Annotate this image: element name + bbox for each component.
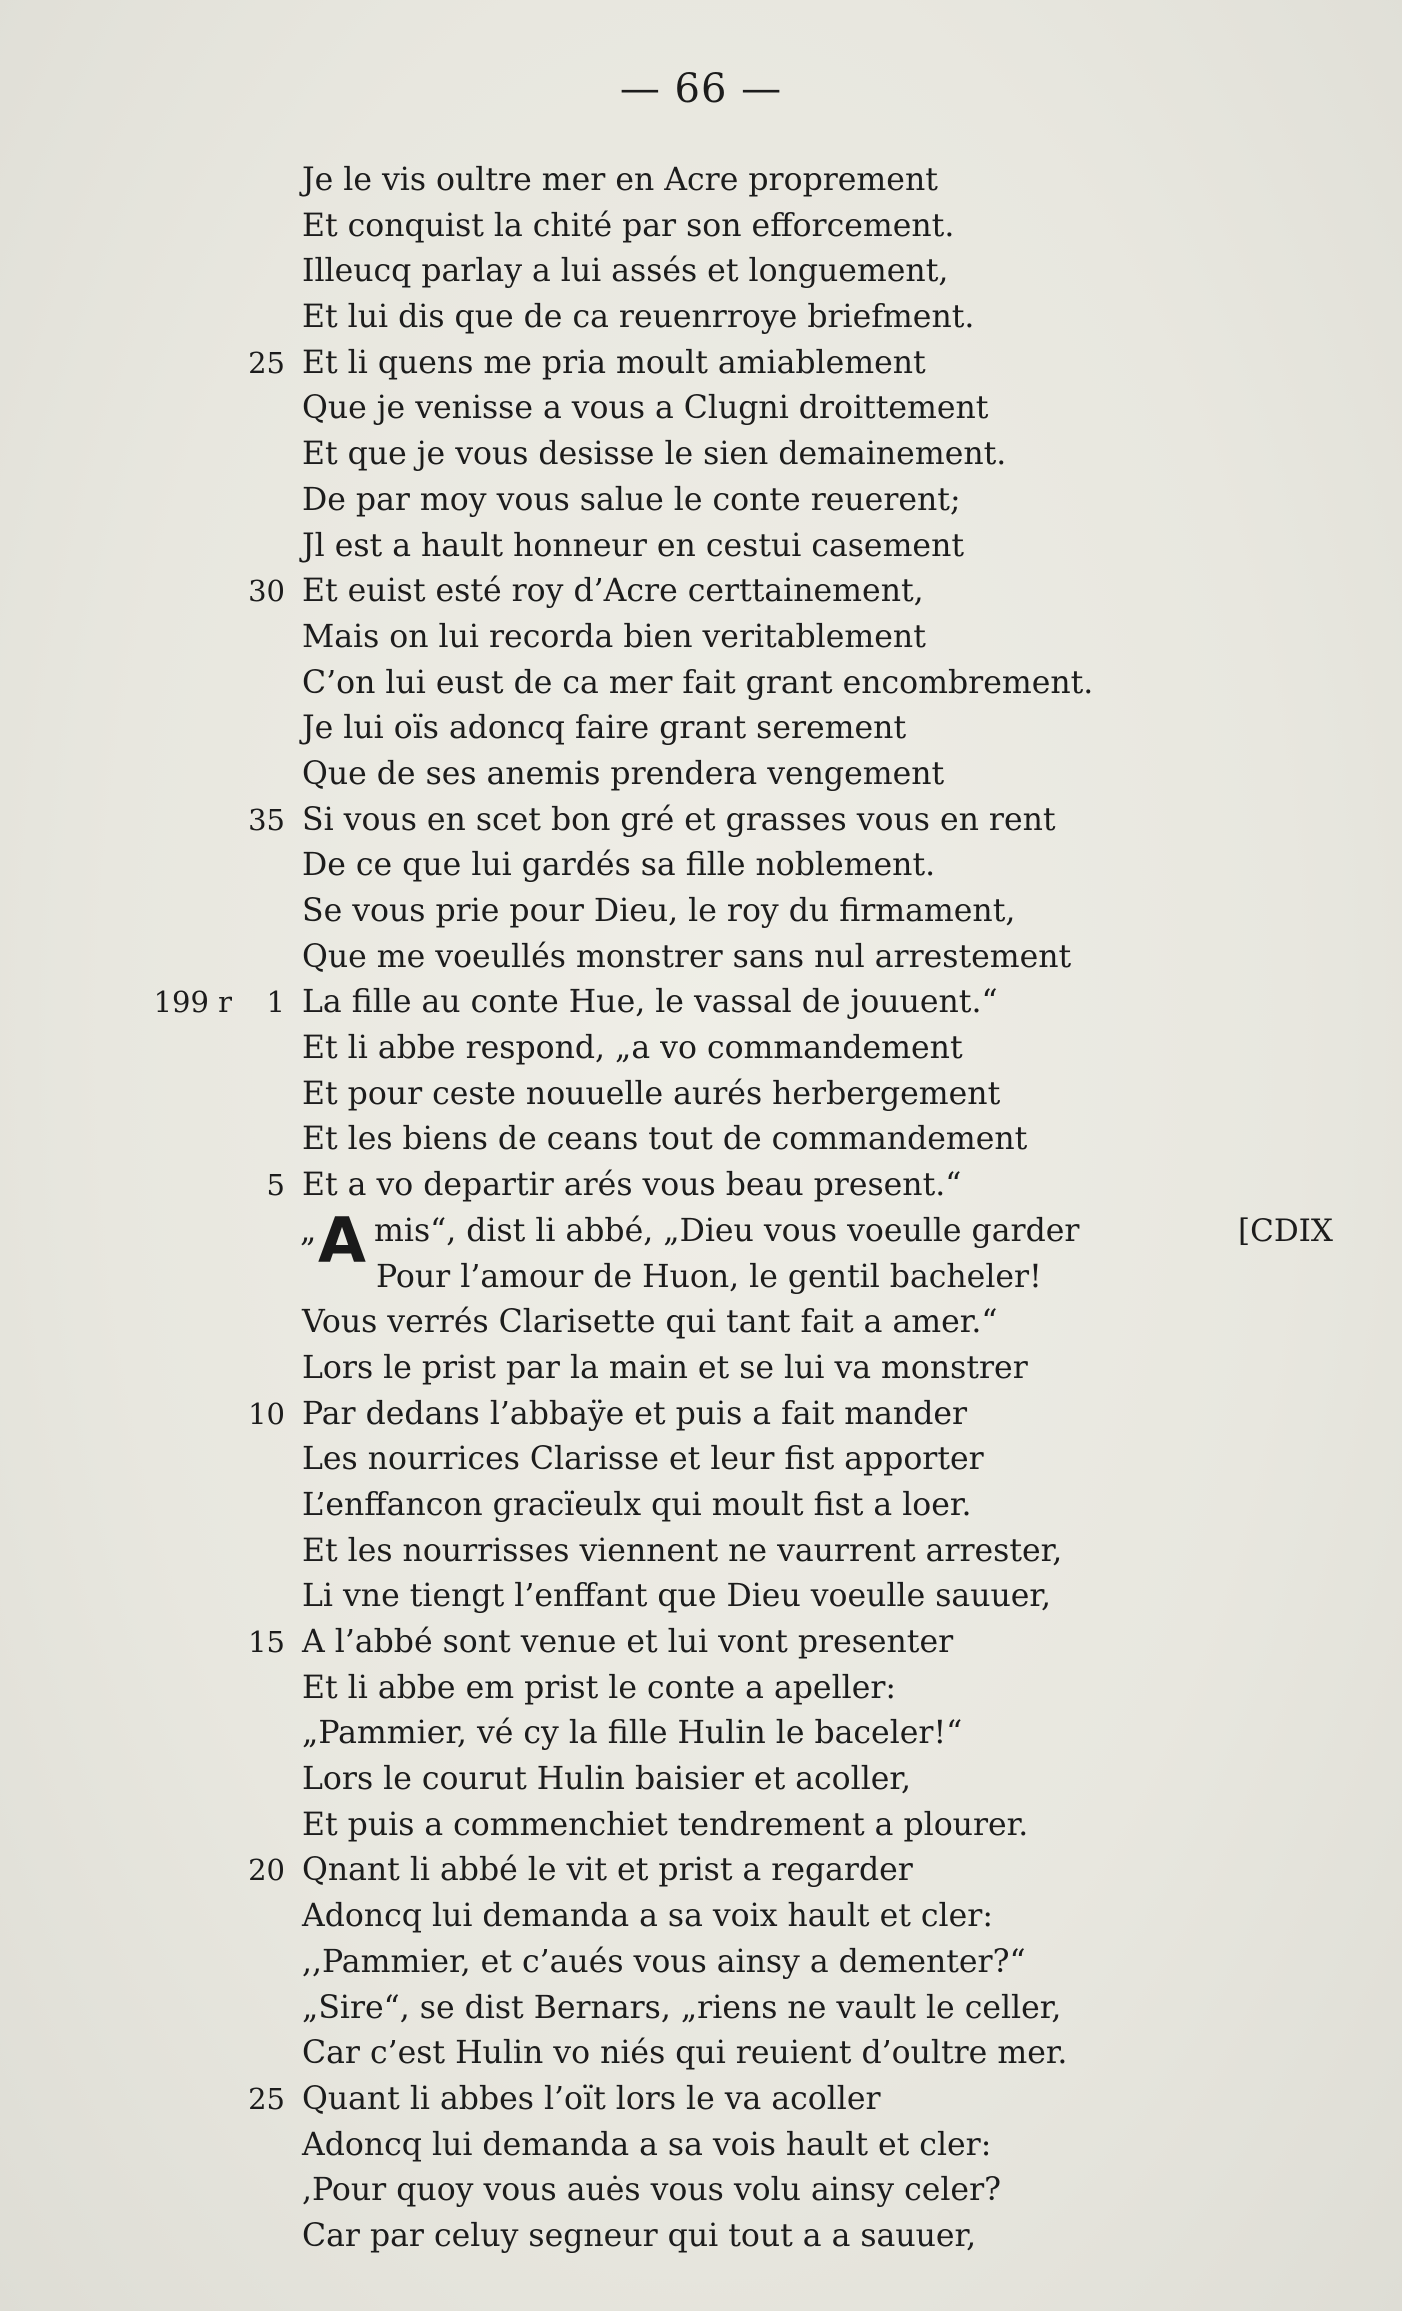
verse-text: ,,Pammier, et c’aués vous ainsy a dementer?“	[302, 1943, 1026, 1980]
verse-line	[0, 1529, 1402, 1575]
verse-line	[0, 1163, 1402, 1209]
verse-text: Lors le prist par la main et se lui va monstrer	[302, 1349, 1028, 1386]
verse-line	[0, 1117, 1402, 1163]
verse-line	[0, 1711, 1402, 1757]
verse-line	[0, 2168, 1402, 2214]
verse-line	[0, 1986, 1402, 2032]
verse-line	[0, 524, 1402, 570]
verse-text: ,Pour quoy vous auės vous volu ainsy celer?	[302, 2172, 1002, 2209]
page-number: — 66 —	[619, 66, 783, 112]
verse-text: Et euist esté roy d’Acre certtainement,	[302, 573, 924, 610]
verse-line	[0, 1300, 1402, 1346]
verse-line	[0, 2031, 1402, 2077]
verse-text: Que me voeullés monstrer sans nul arrestement	[302, 938, 1072, 975]
verse-line	[0, 386, 1402, 432]
verse-text: „Pammier, vé cy la fille Hulin le baceler!“	[302, 1715, 963, 1752]
verse-line	[0, 1620, 1402, 1666]
verse-line	[0, 478, 1402, 524]
verse-text: „Sire“, se dist Bernars, „riens ne vault le celler,	[302, 1989, 1062, 2026]
verse-text: Que je venisse a vous a Clugni droittement	[302, 390, 989, 427]
verse-line	[0, 935, 1402, 981]
verse-text: Et pour ceste nouuelle aurés herbergement	[302, 1075, 1001, 1112]
verse-text: Et les nourrisses viennent ne vaurrent arrester,	[302, 1532, 1063, 1569]
verse-text: Et puis a commenchiet tendrement a plourer.	[302, 1806, 1029, 1843]
verse-text: Que de ses anemis prendera vengement	[302, 755, 945, 792]
line-number: 15	[248, 1625, 285, 1659]
verse-text: Et lui dis que de ca reuenrroye briefment.	[302, 299, 975, 336]
verse-line	[0, 204, 1402, 250]
verse-text: De par moy vous salue le conte reuerent;	[302, 481, 961, 518]
verse-line	[0, 843, 1402, 889]
verse-line	[0, 432, 1402, 478]
verse-text: Et li abbe em prist le conte a apeller:	[302, 1669, 897, 1706]
verse-block	[0, 158, 1402, 2260]
verse-line	[0, 1437, 1402, 1483]
verse-text: Li vne tiengt l’enffant que Dieu voeulle sauuer,	[302, 1578, 1052, 1615]
verse-line	[0, 295, 1402, 341]
line-number: 25	[248, 345, 285, 380]
verse-text: Illeucq parlay a lui assés et longuement,	[302, 253, 949, 290]
line-number: 30	[248, 574, 285, 609]
margin-stanza-marker: [CDIX	[1238, 1212, 1333, 1249]
verse-text: Et a vo departir arés vous beau present.“	[302, 1167, 962, 1204]
verse-text: Je le vis oultre mer en Acre proprement	[302, 162, 938, 198]
line-number: 35	[248, 802, 285, 837]
verse-line	[0, 1666, 1402, 1712]
opening-quote: „	[300, 1212, 317, 1249]
verse-line	[0, 1209, 1402, 1255]
verse-text: Je lui oïs adoncq faire grant serement	[302, 710, 907, 747]
verse-line	[0, 341, 1402, 387]
verse-line	[0, 1483, 1402, 1529]
verse-line	[0, 1346, 1402, 1392]
verse-text: Par dedans l’abbaÿe et puis a fait mander	[302, 1395, 968, 1432]
line-number: 20	[248, 1853, 285, 1888]
verse-line	[0, 1940, 1402, 1986]
verse-text: Et li quens me pria moult amiablement	[302, 344, 926, 381]
verse-text: Adoncq lui demanda a sa voix hault et cler:	[302, 1898, 993, 1935]
verse-text: mis“, dist li abbé, „Dieu vous voeulle garder	[374, 1212, 1080, 1249]
verse-line	[0, 158, 1402, 204]
verse-line	[0, 1894, 1402, 1940]
line-number: 1	[266, 985, 285, 1020]
verse-text: Et les biens de ceans tout de commandement	[302, 1121, 1028, 1158]
verse-line	[0, 1848, 1402, 1894]
verse-text: Quant li abbes l’oït lors le va acoller	[302, 2080, 881, 2117]
verse-text: Car par celuy segneur qui tout a a sauuer,	[302, 2217, 977, 2254]
line-number: 10	[248, 1396, 285, 1431]
verse-text: La fille au conte Hue, le vassal de jouuent.“	[302, 984, 998, 1021]
folio-marker: 199 r	[153, 985, 232, 1020]
verse-line	[0, 706, 1402, 752]
verse-text: Adoncq lui demanda a sa vois hault et cler:	[302, 2126, 992, 2163]
drop-cap-initial: A	[318, 1204, 366, 1277]
verse-text: C’on lui eust de ca mer fait grant encombrement.	[302, 664, 1094, 701]
verse-text: Et li abbe respond, „a vo commandement	[302, 1030, 963, 1067]
verse-text: Et conquist la chité par son efforcement.	[302, 207, 955, 244]
verse-text: Qnant li abbé le vit et prist a regarder	[302, 1852, 913, 1889]
verse-line	[0, 1757, 1402, 1803]
verse-text: Pour l’amour de Huon, le gentil bacheler!	[376, 1258, 1042, 1295]
verse-text: Si vous en scet bon gré et grasses vous en rent	[302, 801, 1056, 838]
verse-line	[0, 889, 1402, 935]
verse-text: L’enffancon gracïeulx qui moult fist a loer.	[302, 1486, 972, 1523]
verse-line	[0, 1803, 1402, 1849]
line-number: 25	[248, 2081, 285, 2116]
verse-text: Lors le courut Hulin baisier et acoller,	[302, 1761, 912, 1798]
verse-text: A l’abbé sont venue et lui vont presenter	[302, 1624, 954, 1660]
verse-text: De ce que lui gardés sa fille noblement.	[302, 847, 936, 884]
verse-text: Mais on lui recorda bien veritablement	[302, 618, 926, 655]
verse-line	[0, 1255, 1402, 1301]
verse-text: Vous verrés Clarisette qui tant fait a amer.“	[302, 1304, 998, 1341]
verse-line	[0, 752, 1402, 798]
line-number: 5	[266, 1168, 285, 1203]
verse-text: Car c’est Hulin vo niés qui reuient d’oultre mer.	[302, 2035, 1068, 2072]
verse-line	[0, 569, 1402, 615]
verse-line	[0, 661, 1402, 707]
verse-text: Jl est a hault honneur en cestui casement	[302, 527, 965, 564]
verse-line	[0, 1392, 1402, 1438]
verse-line	[0, 798, 1402, 844]
verse-text: Se vous prie pour Dieu, le roy du firmament,	[302, 893, 1016, 929]
verse-line	[0, 1574, 1402, 1620]
verse-line	[0, 1026, 1402, 1072]
verse-text: Les nourrices Clarisse et leur fist apporter	[302, 1441, 984, 1478]
verse-line	[0, 2123, 1402, 2169]
verse-line	[0, 1072, 1402, 1118]
verse-line	[0, 615, 1402, 661]
verse-line	[0, 249, 1402, 295]
verse-text: Et que je vous desisse le sien demainement.	[302, 436, 1007, 473]
verse-line	[0, 2214, 1402, 2260]
verse-line	[0, 2077, 1402, 2123]
verse-line	[0, 980, 1402, 1026]
